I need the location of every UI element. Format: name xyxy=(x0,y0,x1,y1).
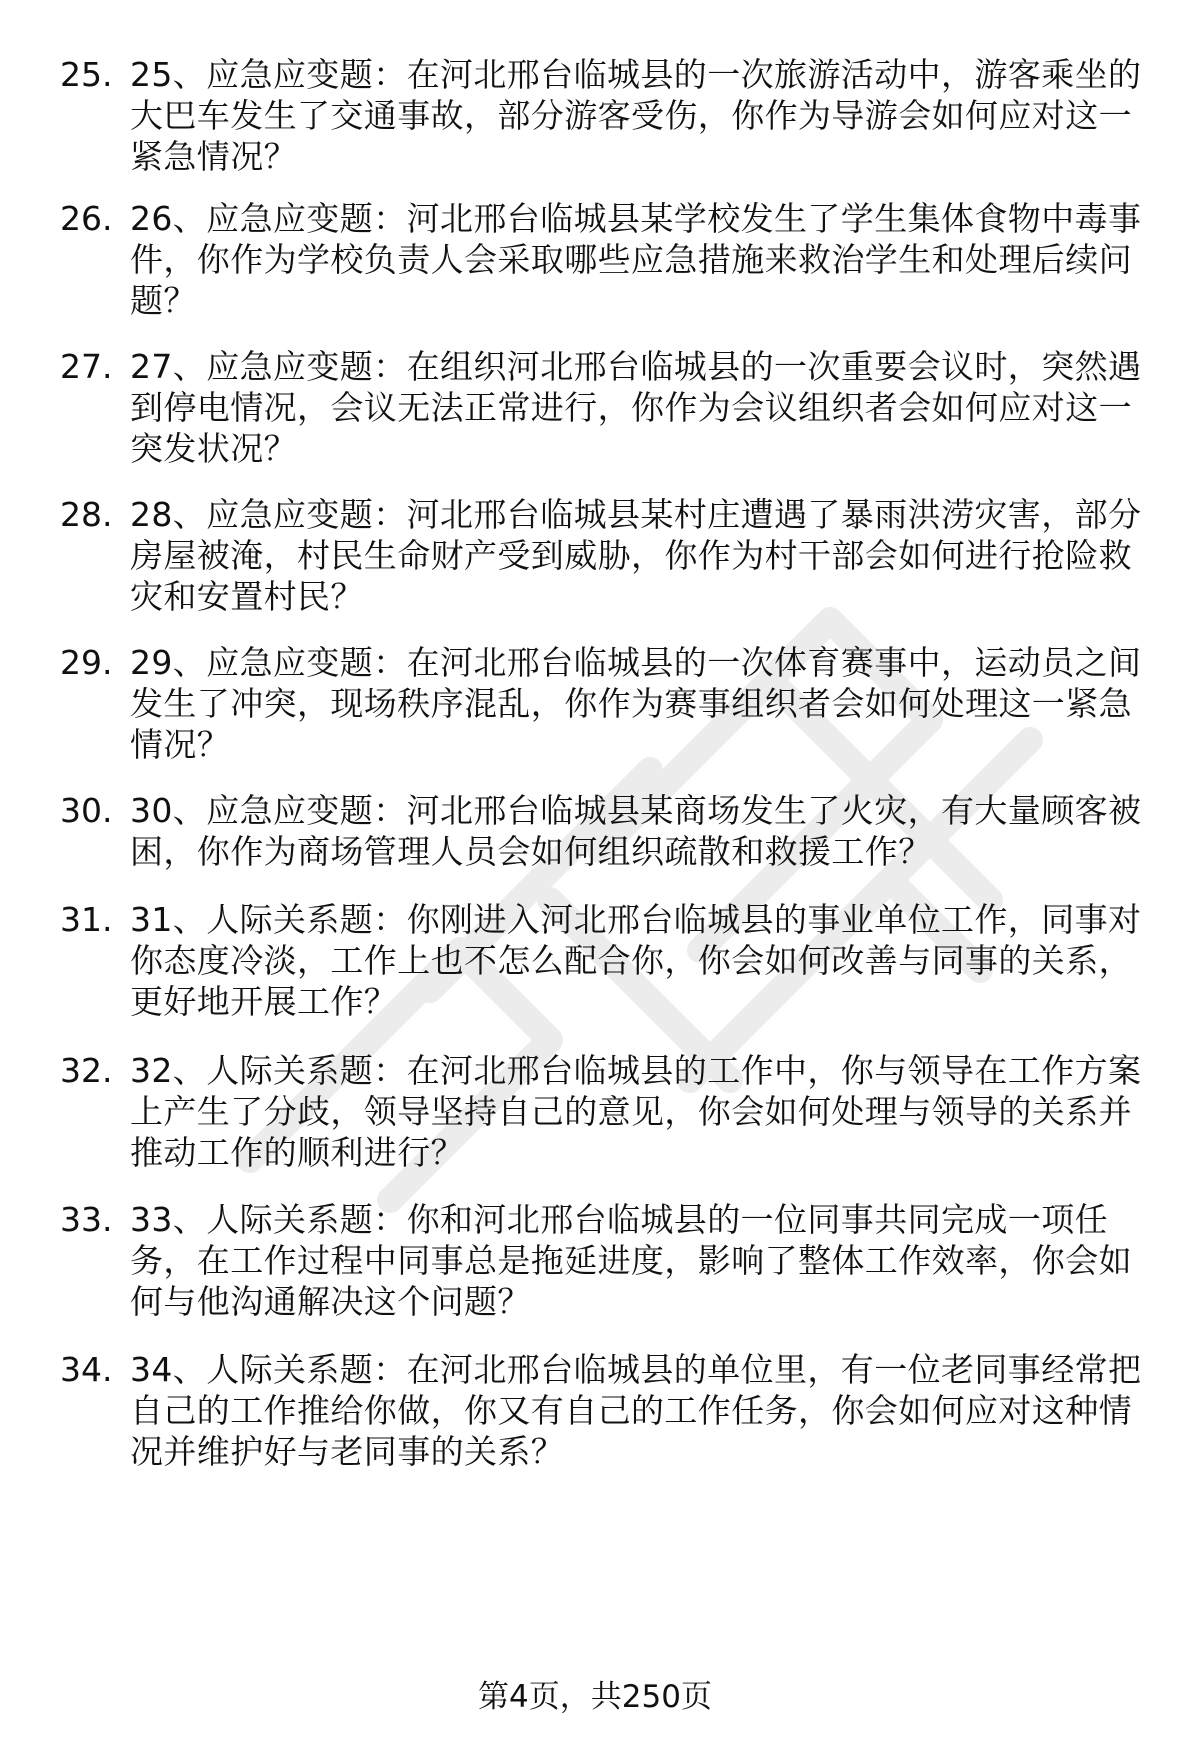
question-number: 27. xyxy=(60,347,113,386)
question-text: 29、应急应变题：在河北邢台临城县的一次体育赛事中，运动员之间发生了冲突，现场秩序混乱，你作为赛事组织者会如何处理这一紧急情况？ xyxy=(130,643,1142,764)
question-text: 31、人际关系题：你刚进入河北邢台临城县的事业单位工作，同事对你态度冷淡，工作上也不怎么配合你，你会如何改善与同事的关系，更好地开展工作？ xyxy=(130,900,1142,1021)
question-text: 33、人际关系题：你和河北邢台临城县的一位同事共同完成一项任务，在工作过程中同事总是拖延进度，影响了整体工作效率，你会如何与他沟通解决这个问题？ xyxy=(130,1200,1132,1321)
question-number: 34. xyxy=(60,1350,113,1389)
question-text: 32、人际关系题：在河北邢台临城县的工作中，你与领导在工作方案上产生了分歧，领导坚持自己的意见，你会如何处理与领导的关系并推动工作的顺利进行？ xyxy=(130,1051,1142,1172)
question-text: 27、应急应变题：在组织河北邢台临城县的一次重要会议时，突然遇到停电情况，会议无法正常进行，你作为会议组织者会如何应对这一突发状况？ xyxy=(130,347,1142,468)
page-number: 第4页，共250页 xyxy=(478,1679,712,1715)
question-text: 25、应急应变题：在河北邢台临城县的一次旅游活动中，游客乘坐的大巴车发生了交通事故，部分游客受伤，你作为导游会如何应对这一紧急情况？ xyxy=(130,55,1142,176)
question-number: 32. xyxy=(60,1051,113,1090)
question-number: 25. xyxy=(60,55,113,94)
question-number: 29. xyxy=(60,643,113,682)
question-text: 28、应急应变题：河北邢台临城县某村庄遭遇了暴雨洪涝灾害，部分房屋被淹，村民生命财产受到威胁，你作为村干部会如何进行抢险救灾和安置村民？ xyxy=(130,495,1142,616)
question-text: 30、应急应变题：河北邢台临城县某商场发生了火灾，有大量顾客被困，你作为商场管理人员会如何组织疏散和救援工作？ xyxy=(130,791,1142,871)
question-number: 33. xyxy=(60,1200,113,1239)
question-text: 26、应急应变题：河北邢台临城县某学校发生了学生集体食物中毒事件，你作为学校负责人会采取哪些应急措施来救治学生和处理后续问题？ xyxy=(130,199,1142,320)
question-number: 30. xyxy=(60,791,113,830)
question-number: 28. xyxy=(60,495,113,534)
question-text: 34、人际关系题：在河北邢台临城县的单位里，有一位老同事经常把自己的工作推给你做，你又有自己的工作任务，你会如何应对这种情况并维护好与老同事的关系？ xyxy=(130,1350,1142,1471)
question-number: 31. xyxy=(60,900,113,939)
question-number: 26. xyxy=(60,199,113,238)
